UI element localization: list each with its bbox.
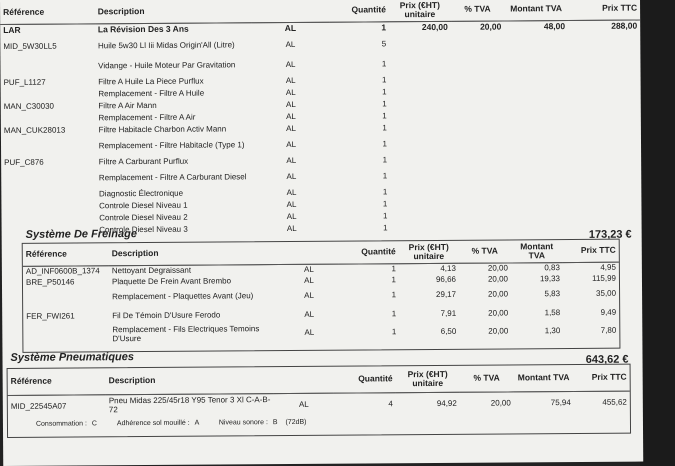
cell-al: AL [304,328,315,338]
cell-prix: 6,50 [440,327,457,337]
pneumatiques-total: 643,62 € [585,353,629,366]
cell-montant: 1,58 [544,307,561,317]
cell-qty: 1 [391,290,397,300]
cell-prix [390,210,452,222]
cell-al: AL [286,172,297,182]
cell-montant [506,209,570,221]
cell-qty: 1 [391,308,397,319]
cell-desc: Diagnostic Électronique [98,188,184,199]
cell-tva [452,153,506,165]
cell-montant [505,185,569,197]
cell-qty: 1 [383,223,388,233]
cell-montant: 5,83 [544,289,561,299]
cell-ref: MAN_CUK28013 [3,125,66,136]
header-reference: Référence [0,1,95,24]
cell-qty: 1 [391,274,396,285]
cell-montant: 1,30 [544,326,561,336]
cell-montant [505,153,569,165]
cell-qty: 1 [382,99,387,109]
cell-ref [1,188,96,201]
cell-al: AL [284,22,297,34]
pneumatiques-box [7,364,631,438]
cell-montant: 0,83 [544,263,560,273]
cell-tva [452,197,506,209]
cell-desc: La Révision Des 3 Ans [97,23,189,35]
cell-tva [452,133,506,153]
cell-prix: 4,13 [440,263,456,273]
cell-desc: Filtre Habitacle Charbon Activ Mann [98,124,227,135]
cell-tva [451,73,505,85]
cell-montant [505,97,569,109]
cell-qty: 1 [381,75,387,85]
cell-ref: PUF_C876 [4,157,44,168]
cell-tva: 20,00 [490,397,511,408]
adherence-label: Adhérence sol mouillé : [116,419,190,428]
cell-al: AL [304,309,315,319]
cell-prix [390,122,452,134]
cell-ttc [568,33,640,54]
cell-tva [451,33,505,53]
niveau-label: Niveau sonore : [218,419,268,427]
freinage-header-tva: % TVA [459,240,511,262]
cell-al: AL [286,200,297,210]
cell-al: AL [285,100,296,110]
cell-ref: MID_5W30LL5 [3,41,57,52]
cell-tva [452,165,506,185]
cell-al: AL [304,291,314,301]
cell-montant: 75,94 [550,397,571,407]
cell-desc: Remplacement - Filtre A Huile [98,88,205,99]
cell-montant: 48,00 [543,21,566,32]
cell-montant [505,109,569,121]
cell-ref: PUF_L1127 [3,77,46,88]
revision-table [0,0,642,236]
freinage-box [22,239,621,353]
cell-desc: Controle Diesel Niveau 3 [99,224,188,235]
cell-prix [389,74,451,86]
cell-prix [390,98,452,110]
cell-desc: Remplacement - Filtre Habitacle (Type 1) [98,140,245,151]
cell-ref [1,200,96,213]
freinage-total: 173,23 € [588,228,632,241]
freinage-header-ttc: Prix TTC [563,240,619,262]
cell-desc: Fil De Témoin D'Usure Ferodo [112,310,221,320]
cell-qty: 1 [382,199,388,209]
pneu-header-ttc: Prix TTC [574,365,630,391]
niveau-value: B [272,419,278,427]
cell-ref [0,56,95,77]
cell-qty: 1 [382,155,388,165]
cell-al: AL [304,275,314,285]
cell-ref: MAN_C30030 [3,101,55,112]
cell-ttc [569,97,641,110]
table-row [8,391,630,417]
cell-qty: 4 [388,398,393,408]
cell-qty: 1 [382,87,387,97]
header-prix: Prix (€HT) unitaire [389,0,451,21]
cell-tva [451,85,505,97]
cell-al: AL [286,156,297,166]
cell-ttc [569,209,641,222]
freinage-header-prix: Prix (€HT) unitaire [399,241,459,263]
pneu-header-quantite: Quantité [334,366,396,392]
cell-ttc: 455,62 [602,397,627,407]
cell-qty: 1 [391,264,396,274]
cell-qty: 1 [391,327,397,337]
cell-ref [1,168,96,189]
cell-ttc [569,197,641,210]
cell-ref [1,88,96,101]
cell-desc: Filtre A Huile La Piece Purflux [98,76,204,87]
cell-ref [1,112,96,125]
pneu-header-montant: Montant TVA [514,365,574,391]
cell-desc: Filtre A Carburant Purflux [98,156,189,167]
cell-al: AL [286,188,297,198]
cell-qty: 1 [382,187,388,197]
cell-montant [506,197,570,209]
cell-prix: 240,00 [421,21,448,33]
cell-ttc: 4,95 [600,262,616,272]
cell-ref: BRE_P50146 [25,277,75,287]
cell-desc: Huile 5w30 Ll Iii Midas Origin'All (Litre) [97,40,235,51]
cell-tva [451,97,505,109]
cell-ref: AD_INF0600B_1374 [25,266,100,276]
cell-tva: 20,00 [488,326,509,336]
pneu-header-reference: Référence [8,368,106,395]
cell-tva [451,53,505,73]
cell-desc: Plaquette De Frein Avant Brembo [111,276,232,286]
cell-qty: 1 [382,171,388,181]
cell-ref [1,212,96,225]
cell-prix [390,134,452,154]
cell-ttc [568,73,640,86]
header-tva: % TVA [451,0,505,21]
freinage-title: Système De Freinage [25,228,137,241]
freinage-table [23,240,620,345]
tyre-label-info [36,419,307,428]
pneumatiques-title: Système Pneumatiques [10,351,135,364]
cell-qty: 1 [382,139,387,149]
consommation-label: Consommation : [35,420,87,428]
pneu-header-prix: Prix (€HT) unitaire [396,366,460,392]
cell-ref: FER_FWI261 [26,311,75,321]
background-edge [640,0,675,466]
cell-montant [505,73,569,85]
cell-al: AL [285,40,296,50]
cell-prix: 29,17 [436,290,457,300]
cell-desc: Remplacement - Filtre A Carburant Diesel [98,172,247,183]
cell-al: AL [286,112,296,122]
cell-ref [23,287,109,308]
pneu-header-tva: % TVA [460,365,514,391]
pneu-header-description: Description [106,367,274,394]
revision-section [0,0,642,236]
header-quantite: Quantité [329,0,389,22]
header-ttc: Prix TTC [568,0,640,20]
freinage-header-montant: Montant TVA [511,240,563,262]
pneumatiques-table [8,365,630,417]
cell-tva [452,209,506,221]
cell-al: AL [286,223,297,233]
cell-al: AL [285,88,296,98]
cell-al: AL [285,76,296,86]
adherence-value: A [194,419,199,427]
cell-al: AL [298,399,309,409]
cell-al: AL [303,264,314,274]
cell-montant [505,53,569,73]
cell-tva: 20,00 [487,274,508,284]
cell-prix [390,154,452,166]
cell-qty: 1 [382,123,387,133]
cell-montant [504,33,568,53]
cell-prix [390,186,452,198]
cell-ttc [568,53,640,74]
cell-al: AL [286,140,297,150]
niveau-db: (72dB) [285,418,307,427]
cell-prix [389,54,451,74]
cell-desc: Controle Diesel Niveau 2 [99,212,188,223]
cell-ttc: 35,00 [596,288,617,299]
cell-prix [390,166,452,186]
cell-ref [1,136,96,157]
cell-qty: 1 [381,22,387,33]
freinage-header-description: Description [109,242,279,265]
cell-ttc [569,109,641,122]
cell-qty: 5 [381,39,387,49]
cell-prix [390,110,452,122]
cell-al: AL [286,124,296,134]
cell-prix: 7,91 [440,308,457,318]
cell-tva: 20,00 [487,263,508,273]
cell-desc: Remplacement - Filtre A Air [98,112,196,123]
consommation-value: C [91,420,97,428]
cell-tva [452,121,506,133]
cell-ttc: 115,99 [592,273,616,283]
cell-ttc [569,85,641,98]
cell-desc: Remplacement - Fils Electriques Temoins D'Usure [112,323,260,344]
cell-al: AL [285,60,296,70]
cell-desc: Controle Diesel Niveau 1 [99,200,188,211]
cell-ttc: 288,00 [611,20,638,31]
table-row [23,321,619,345]
cell-qty: 1 [382,111,387,121]
cell-montant [505,133,569,153]
cell-prix [390,198,452,210]
cell-tva: 20,00 [488,308,509,318]
cell-desc: Nettoyant Degraissant [111,265,192,276]
freinage-header-reference: Référence [23,243,109,266]
cell-tva: 20,00 [488,289,509,299]
cell-ttc: 9,49 [600,307,617,317]
cell-montant [505,121,569,133]
cell-ttc [569,165,641,186]
cell-al: AL [286,212,297,222]
cell-tva: 20,00 [480,21,502,32]
cell-ttc [569,121,641,134]
cell-prix: 94,92 [436,398,457,408]
cell-tva [452,185,506,197]
cell-ref: LAR [3,24,21,35]
cell-tva [451,109,505,121]
cell-montant [505,165,569,185]
cell-desc: Vidange - Huile Moteur Par Gravitation [98,60,236,71]
header-montant: Montant TVA [504,0,568,20]
cell-qty: 1 [381,59,387,69]
cell-desc: Filtre A Air Mann [98,101,157,111]
cell-ttc [569,153,641,166]
cell-desc: Pneu Midas 225/45r18 Y95 Tenor 3 Xl C-A-B-72 [108,394,271,415]
cell-prix [389,34,451,54]
cell-ttc [569,185,641,198]
cell-ref: MID_22545A07 [10,401,67,411]
header-description: Description [95,0,252,23]
cell-montant [505,85,569,97]
cell-prix: 96,66 [435,274,456,284]
cell-qty: 1 [382,211,388,221]
freinage-header-quantite: Quantité [339,241,399,263]
cell-montant: 19,33 [539,273,560,283]
cell-prix [390,86,452,98]
cell-ttc [569,133,641,154]
cell-ref [23,324,109,345]
cell-ttc: 7,80 [600,325,617,336]
cell-desc: Remplacement - Plaquettes Avant (Jeu) [112,291,254,302]
